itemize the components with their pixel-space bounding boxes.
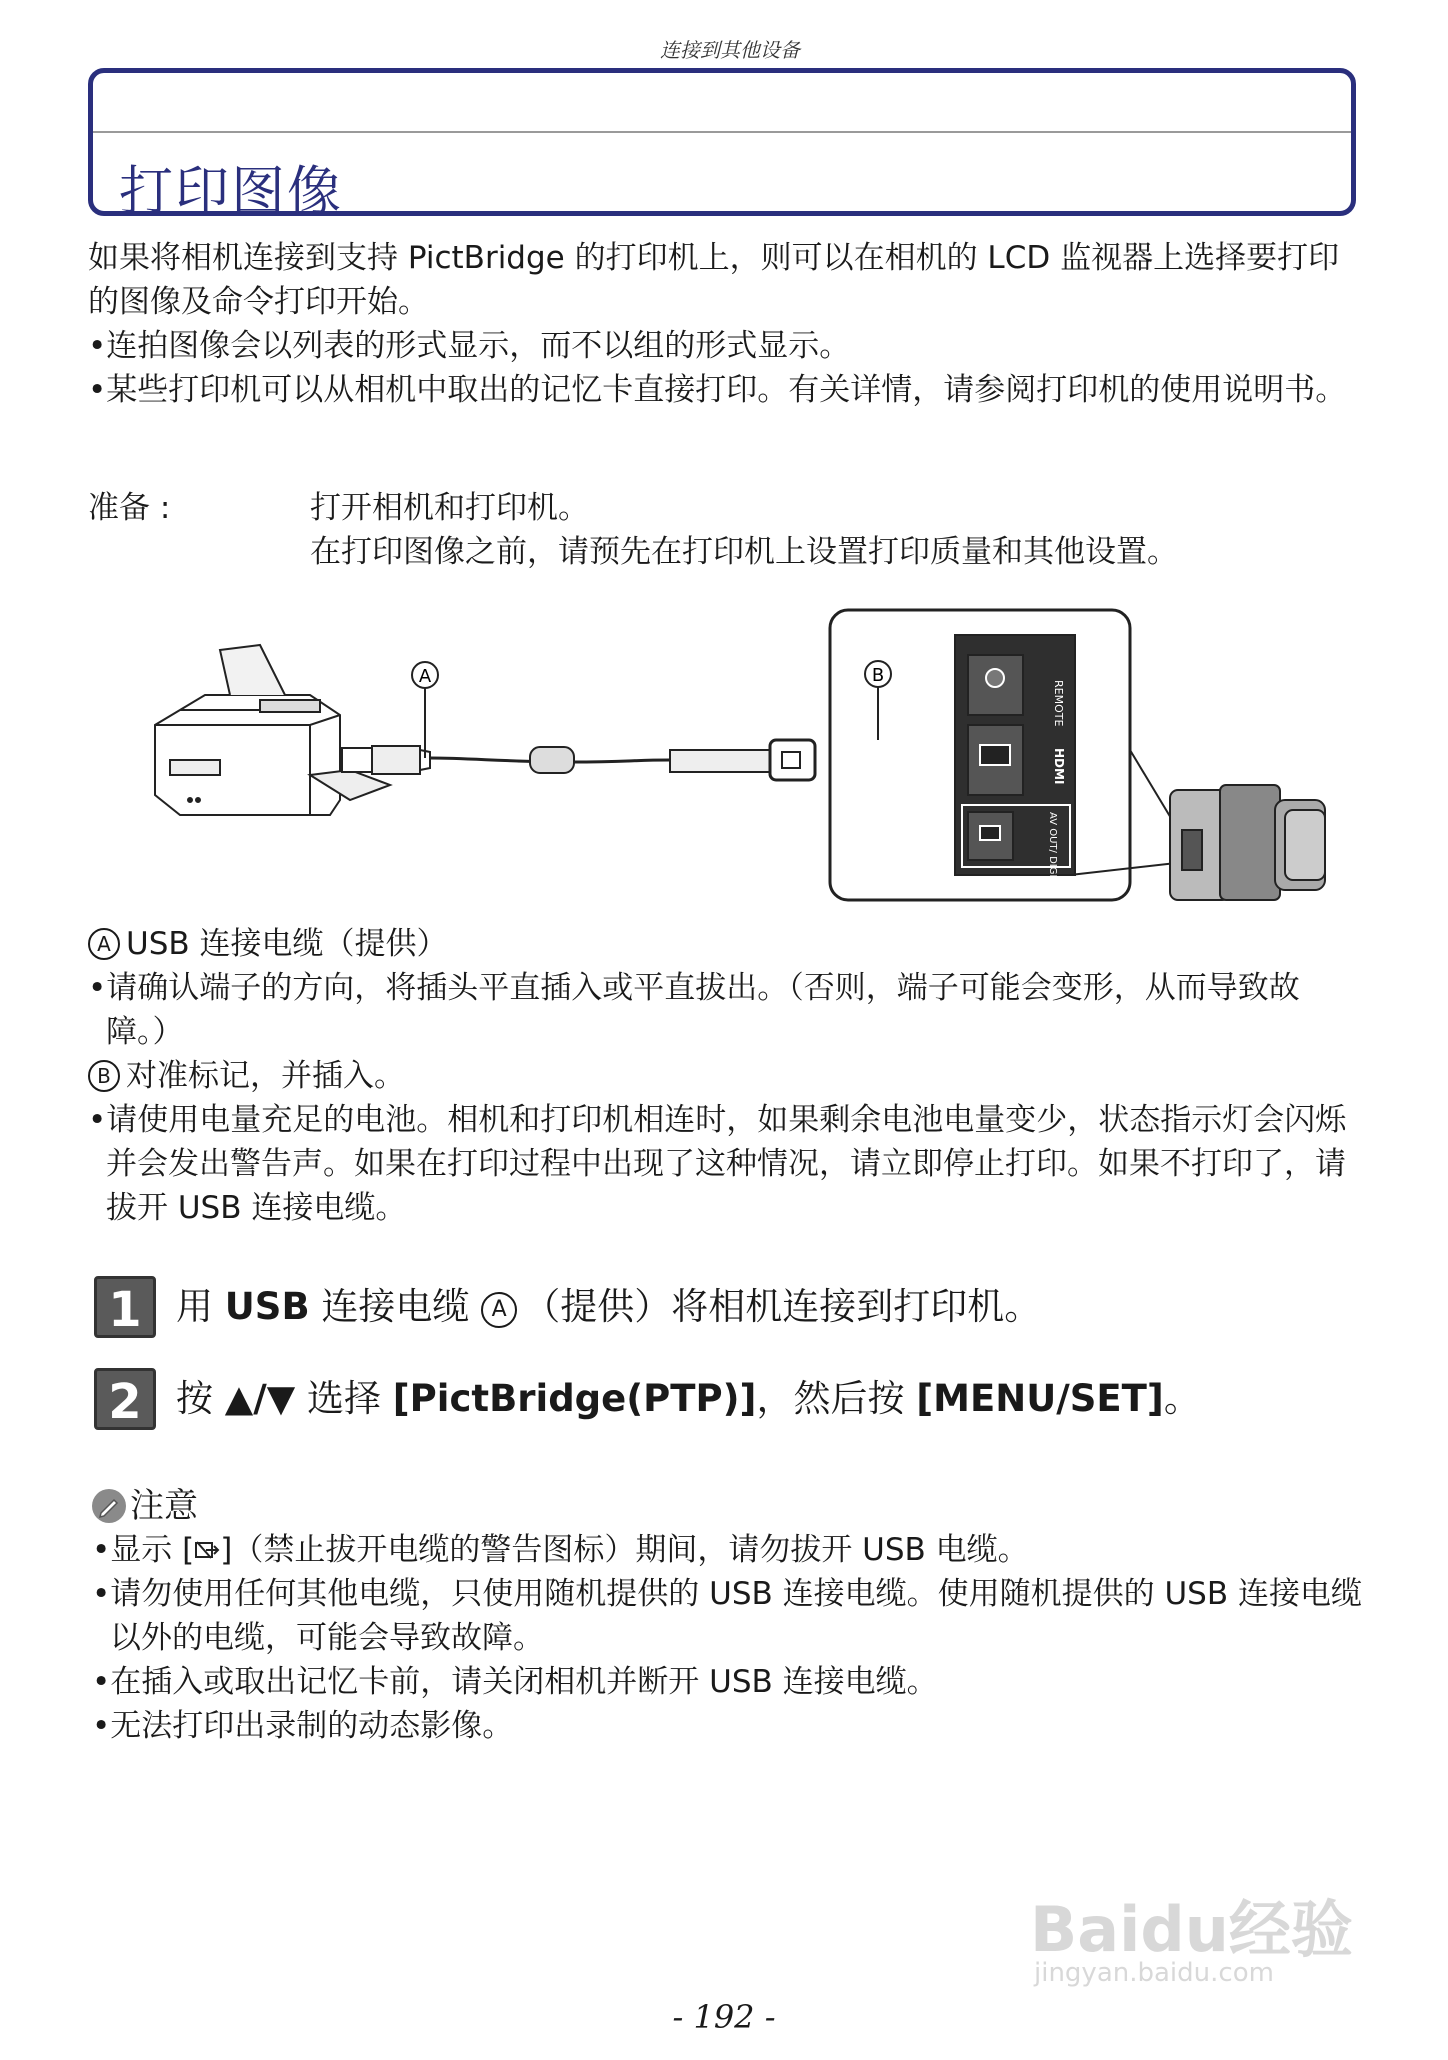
note-b-label: 对准标记，并插入。 — [126, 1058, 405, 1094]
notice-heading — [92, 1484, 1362, 1528]
av-out-label: AV OUT/ DIGITAL — [1047, 812, 1058, 896]
pencil-note-icon — [92, 1489, 126, 1523]
notice-b1-pre: •显示 [ — [92, 1532, 195, 1568]
intro-paragraph: 如果将相机连接到支持 PictBridge 的打印机上，则可以在相机的 LCD 监视器上选择要打印的图像及命令打印开始。 — [88, 240, 1340, 320]
notice-section — [92, 1484, 1362, 1748]
remote-label: REMOTE — [1052, 680, 1065, 727]
prep-content — [310, 486, 1360, 574]
camera-illustration — [1170, 785, 1325, 900]
intro-bullet-1: •连拍图像会以列表的形式显示，而不以组的形式显示。 — [88, 328, 851, 364]
prep-line-2: 在打印图像之前，请预先在打印机上设置打印质量和其他设置。 — [310, 534, 1178, 570]
step-1-post: （提供）将相机连接到打印机。 — [523, 1285, 1042, 1328]
marker-a-note: A — [88, 928, 120, 960]
step-2-mid: 选择 — [295, 1377, 393, 1420]
usb-plug-camera — [670, 750, 780, 772]
cable-warning-icon — [194, 1539, 220, 1563]
notes-section — [88, 922, 1358, 1230]
section-header: 连接到其他设备 — [660, 38, 800, 62]
baidu-watermark: Baidu经验 — [1030, 1893, 1353, 1966]
connection-diagram — [110, 600, 1350, 910]
step-1-number: 1 — [94, 1276, 156, 1338]
hdmi-label: HDMI — [1052, 748, 1066, 785]
step-2-pictbridge: [PictBridge(PTP)] — [392, 1377, 757, 1420]
prep-line-1: 打开相机和打印机。 — [310, 490, 589, 526]
step-2-post: 。 — [1163, 1377, 1201, 1420]
step-2-number: 2 — [94, 1368, 156, 1430]
note-a-line — [88, 922, 1358, 966]
marker-b-note: B — [88, 1060, 120, 1092]
title-divider — [93, 131, 1351, 133]
notice-b1-post: ]（禁止拔开电缆的警告图标）期间，请勿拔开 USB 电缆。 — [220, 1532, 1029, 1568]
step-2-arrows: ▲/▼ — [224, 1377, 296, 1420]
baidu-watermark-url: jingyan.baidu.com — [1034, 1958, 1274, 1988]
marker-a-label: A — [418, 666, 432, 687]
step-2-menuset: [MENU/SET] — [916, 1377, 1164, 1420]
note-b-bullet: •请使用电量充足的电池。相机和打印机相连时，如果剩余电池电量变少，状态指示灯会闪烁并会发出警告声。如果在打印过程中出现了这种情况，请立即停止打印。如果不打印了，请拔开 USB 连接电缆。 — [88, 1102, 1347, 1226]
notice-bullet-2: •请勿使用任何其他电缆，只使用随机提供的 USB 连接电缆。使用随机提供的 USB 连接电缆以外的电缆，可能会导致故障。 — [92, 1576, 1362, 1656]
notice-title: 注意 — [130, 1486, 198, 1526]
usb-plug-printer — [342, 746, 430, 774]
notice-bullet-1 — [92, 1528, 1362, 1572]
step-1-pre: 用 — [176, 1285, 225, 1328]
step-1-text — [176, 1282, 1356, 1332]
step-2-text — [176, 1374, 1376, 1424]
step-1-marker: A — [481, 1292, 517, 1328]
step-2-mid2: ，然后按 — [756, 1377, 917, 1420]
step-1-usb: USB — [224, 1285, 310, 1328]
marker-b-label: B — [871, 665, 885, 686]
page-number: - 192 - — [672, 1998, 776, 2036]
notice-bullet-3: •在插入或取出记忆卡前，请关闭相机并断开 USB 连接电缆。 — [92, 1664, 938, 1700]
page-title: 打印图像 — [119, 160, 343, 223]
title-box — [88, 68, 1356, 223]
intro-section — [88, 236, 1358, 412]
note-a-bullet: •请确认端子的方向，将插头平直插入或平直拔出。（否则，端子可能会变形，从而导致故障。） — [88, 970, 1300, 1050]
intro-bullet-2: •某些打印机可以从相机中取出的记忆卡直接打印。有关详情，请参阅打印机的使用说明书。 — [88, 372, 1347, 408]
note-a-label: USB 连接电缆（提供） — [126, 926, 448, 962]
prep-label: 准备 : — [88, 490, 171, 526]
printer-illustration — [155, 645, 390, 815]
note-b-line — [88, 1054, 1358, 1098]
step-2-pre: 按 — [176, 1377, 225, 1420]
step-1-mid: 连接电缆 — [309, 1285, 482, 1328]
ferrite-core — [530, 747, 574, 773]
notice-bullet-4: •无法打印出录制的动态影像。 — [92, 1708, 514, 1744]
